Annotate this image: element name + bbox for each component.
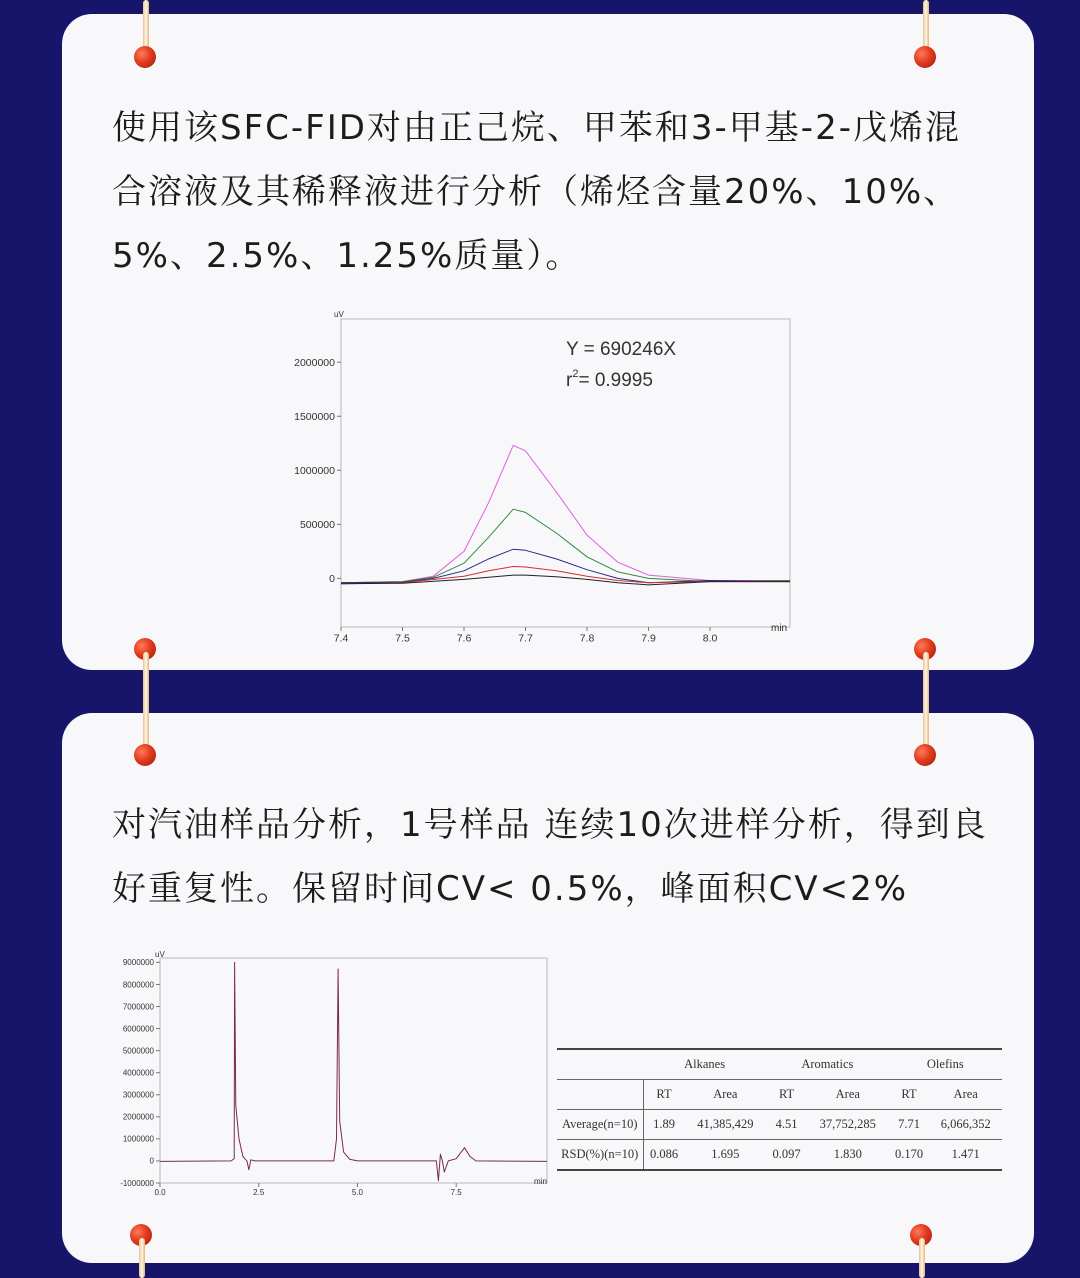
table-cell: 1.89 bbox=[653, 1117, 675, 1131]
table-subheader: RT bbox=[656, 1087, 672, 1101]
y-tick-label: 4000000 bbox=[122, 1068, 154, 1078]
row-label: Average(n=10) bbox=[557, 1110, 643, 1140]
table-cell: 1.830 bbox=[833, 1147, 862, 1161]
y-unit-label: uV bbox=[334, 310, 344, 319]
y-tick-label: 6000000 bbox=[122, 1024, 154, 1034]
table-cell: 0.097 bbox=[772, 1147, 801, 1161]
y-tick-label: 0 bbox=[149, 1156, 154, 1166]
y-tick-label: 3000000 bbox=[122, 1090, 154, 1100]
x-tick-label: 7.8 bbox=[579, 632, 595, 645]
table-subheader: Area bbox=[953, 1087, 978, 1101]
table-cell: 37,752,285 bbox=[819, 1117, 876, 1131]
repeatability-table bbox=[557, 1048, 1002, 1171]
y-tick-label: 8000000 bbox=[122, 980, 154, 990]
plot-frame bbox=[160, 958, 547, 1183]
corner-cell bbox=[557, 1049, 643, 1080]
binder-peg bbox=[914, 638, 938, 768]
row-label: RSD(%)(n=10) bbox=[557, 1140, 643, 1171]
calibration-chromatogram bbox=[282, 310, 802, 650]
series-line bbox=[341, 509, 790, 583]
x-tick-label: 2.5 bbox=[253, 1188, 265, 1197]
y-tick-label: 7000000 bbox=[122, 1002, 154, 1012]
x-tick-label: 7.5 bbox=[395, 632, 410, 645]
y-tick-label: -1000000 bbox=[120, 1178, 154, 1188]
fit-equation: Y = 690246X bbox=[566, 339, 677, 360]
table-subheader: RT bbox=[778, 1087, 795, 1101]
y-tick-label: 5000000 bbox=[122, 1046, 154, 1056]
y-tick-label: 1000000 bbox=[294, 464, 335, 477]
x-tick-label: 7.4 bbox=[333, 632, 349, 645]
gasoline-chromatogram bbox=[112, 943, 562, 1197]
table-cell: 6,066,352 bbox=[940, 1117, 991, 1131]
binder-peg bbox=[134, 638, 158, 768]
x-tick-label: 5.0 bbox=[351, 1188, 364, 1197]
y-tick-label: 1000000 bbox=[122, 1134, 154, 1144]
table-group-header: Olefins bbox=[926, 1057, 964, 1071]
table-cell: 0.086 bbox=[649, 1147, 679, 1161]
binder-peg bbox=[910, 1224, 934, 1269]
binder-peg bbox=[914, 0, 938, 70]
corner-cell bbox=[557, 1080, 643, 1110]
table-subheader: RT bbox=[901, 1087, 917, 1101]
x-tick-label: 8.0 bbox=[702, 632, 718, 645]
y-tick-label: 1500000 bbox=[294, 410, 335, 423]
calibration-card bbox=[62, 14, 1034, 670]
x-tick-label: 0.0 bbox=[154, 1188, 166, 1197]
y-tick-label: 2000000 bbox=[294, 356, 335, 369]
x-tick-label: 7.5 bbox=[450, 1188, 462, 1197]
table-cell: 41,385,429 bbox=[697, 1117, 754, 1131]
y-unit-label: uV bbox=[155, 950, 165, 959]
y-tick-label: 2000000 bbox=[122, 1112, 154, 1122]
x-tick-label: 7.9 bbox=[641, 632, 656, 645]
y-tick-label: 500000 bbox=[299, 519, 335, 532]
table-cell: 4.51 bbox=[775, 1117, 798, 1131]
fit-r2: $r^2= 0.9995$ bbox=[566, 368, 653, 391]
table-cell: 1.471 bbox=[951, 1147, 980, 1161]
table-row bbox=[557, 1110, 1002, 1140]
table-cell: 0.170 bbox=[894, 1147, 924, 1161]
series-line bbox=[160, 962, 547, 1180]
binder-peg bbox=[134, 0, 158, 70]
x-unit-label: min bbox=[771, 623, 788, 634]
y-tick-label: 0 bbox=[329, 573, 335, 586]
binder-peg bbox=[130, 1224, 154, 1269]
table-row bbox=[557, 1140, 1002, 1171]
table-cell: 1.695 bbox=[711, 1147, 740, 1161]
table-subheader: Area bbox=[713, 1087, 738, 1101]
repeatability-card bbox=[62, 713, 1034, 1263]
x-tick-label: 7.6 bbox=[456, 632, 472, 645]
x-tick-label: 7.7 bbox=[518, 632, 533, 645]
table-cell: 7.71 bbox=[898, 1117, 920, 1131]
table-subheader: Area bbox=[835, 1087, 860, 1101]
table-group-header: Aromatics bbox=[801, 1057, 854, 1071]
y-tick-label: 9000000 bbox=[122, 958, 154, 968]
repeatability-description: 对汽油样品分析，1号样品 连续10次进样分析，得到良好重复性。保留时间CV< 0.5%，峰面积CV<2% bbox=[112, 805, 988, 909]
calibration-description: 使用该SFC-FID对由正己烷、甲苯和3-甲基-2-戊烯混合溶液及其稀释液进行分析（烯烃含量20%、10%、5%、2.5%、1.25%质量）。 bbox=[112, 108, 961, 276]
x-unit-label: min bbox=[534, 1177, 547, 1186]
table-group-header: Alkanes bbox=[684, 1057, 726, 1071]
